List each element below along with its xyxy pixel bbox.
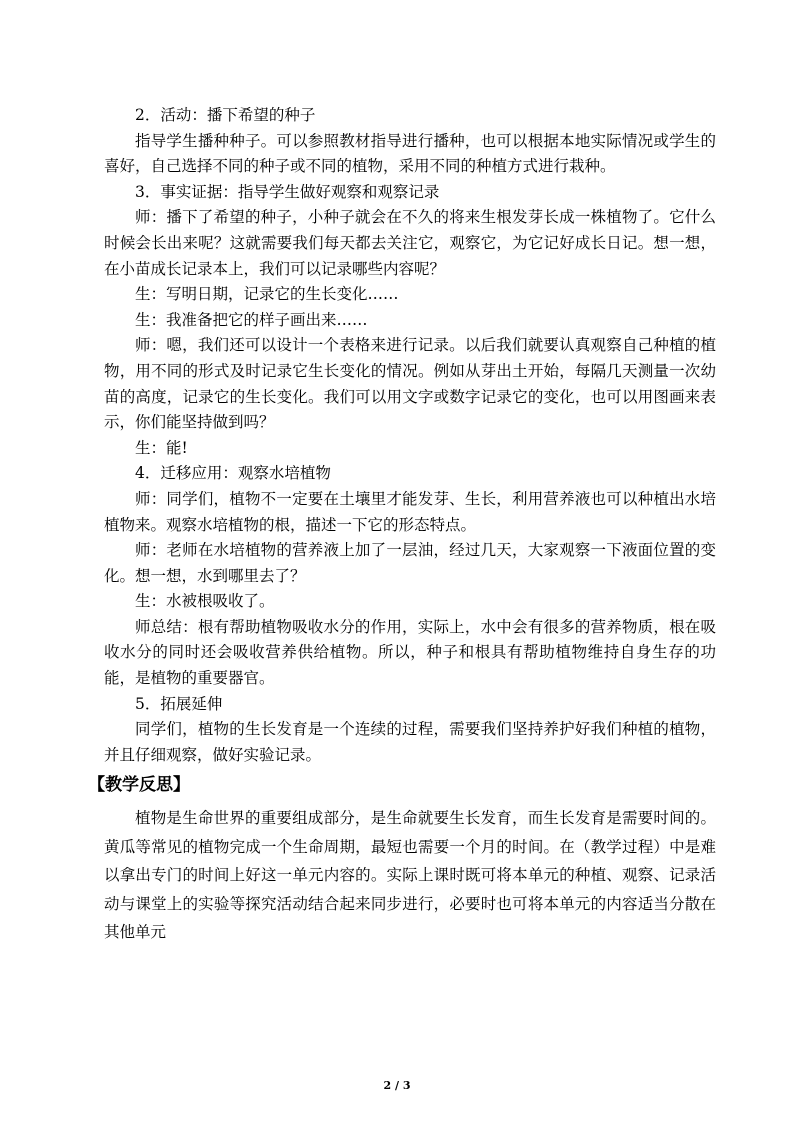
step-3-heading: 3．事实证据：指导学生做好观察和观察记录 bbox=[135, 182, 440, 201]
section-heading-reflection: 【教学反思】 bbox=[88, 775, 190, 796]
step-4-heading: 4．迁移应用：观察水培植物 bbox=[135, 464, 331, 483]
paragraph-extension: 同学们，植物的生长发育是一个连续的过程，需要我们坚持养护好我们种植的植物，并且仔细观察，做好实验记录。 bbox=[104, 720, 716, 764]
paragraph-student-draw: 生：我准备把它的样子画出来…… bbox=[135, 310, 368, 329]
paragraph-sowing-guidance: 指导学生播种种子。可以参照教材指导进行播种，也可以根据本地实际情况或学生的喜好，自己选择不同的种子或不同的植物，采用不同的种植方式进行栽种。 bbox=[104, 131, 716, 176]
reflection-block bbox=[104, 804, 716, 946]
step-2-heading: 2．活动：播下希望的种子 bbox=[135, 106, 316, 124]
paragraph-teacher-summary: 师总结：根有帮助植物吸收水分的作用，实际上，水中会有很多的营养物质，根在吸收水分的同时还会吸收营养供给植物。所以，种子和根具有帮助植物维持自身生存的功能，是植物的重要器官。 bbox=[104, 617, 716, 688]
paragraph-teacher-table: 师：嗯，我们还可以设计一个表格来进行记录。以后我们就要认真观察自己种植的植物，用不同的形式及时记录它生长变化的情况。例如从芽出土开始，每隔几天测量一次幼苗的高度，记录它的生长变化。我们可以用文字或数字记录它的变化，也可以用图画来表示，你们能坚持做到吗？ bbox=[104, 336, 716, 432]
paragraph-student-record-date: 生：写明日期，记录它的生长变化…… bbox=[135, 285, 399, 304]
step-5-heading: 5．拓展延伸 bbox=[135, 694, 223, 713]
paragraph-student-absorbed: 生：水被根吸收了。 bbox=[135, 592, 275, 611]
paragraph-student-yes: 生：能! bbox=[135, 438, 188, 457]
paragraph-teacher-growth-diary: 师：播下了希望的种子，小种子就会在不久的将来生根发芽长成一株植物了。它什么时候会长出来呢？这就需要我们每天都去关注它，观察它，为它记好成长日记。想一想，在小苗成长记录本上，我们可以记录哪些内容呢？ bbox=[104, 208, 716, 278]
paragraph-teacher-oil-layer: 师：老师在水培植物的营养液上加了一层油，经过几天，大家观察一下液面位置的变化。想一想，水到哪里去了？ bbox=[104, 541, 716, 585]
paragraph-reflection: 植物是生命世界的重要组成部分，是生命就要生长发育，而生长发育是需要时间的。黄瓜等常见的植物完成一个生命周期，最短也需要一个月的时间。在（教学过程）中是难以拿出专门的时间上好这一单元内容的。实际上课时既可将本单元的种植、观察、记录活动与课堂上的实验等探究活动结合起来同步进行，必要时也可将本单元的内容适当分散在其他单元 bbox=[104, 809, 716, 942]
main-content bbox=[88, 103, 716, 946]
paragraph-teacher-hydroponics: 师：同学们，植物不一定要在土壤里才能发芽、生长，利用营养液也可以种植出水培植物来。观察水培植物的根，描述一下它的形态特点。 bbox=[104, 489, 716, 534]
page-number: 2 / 3 bbox=[383, 1079, 411, 1092]
